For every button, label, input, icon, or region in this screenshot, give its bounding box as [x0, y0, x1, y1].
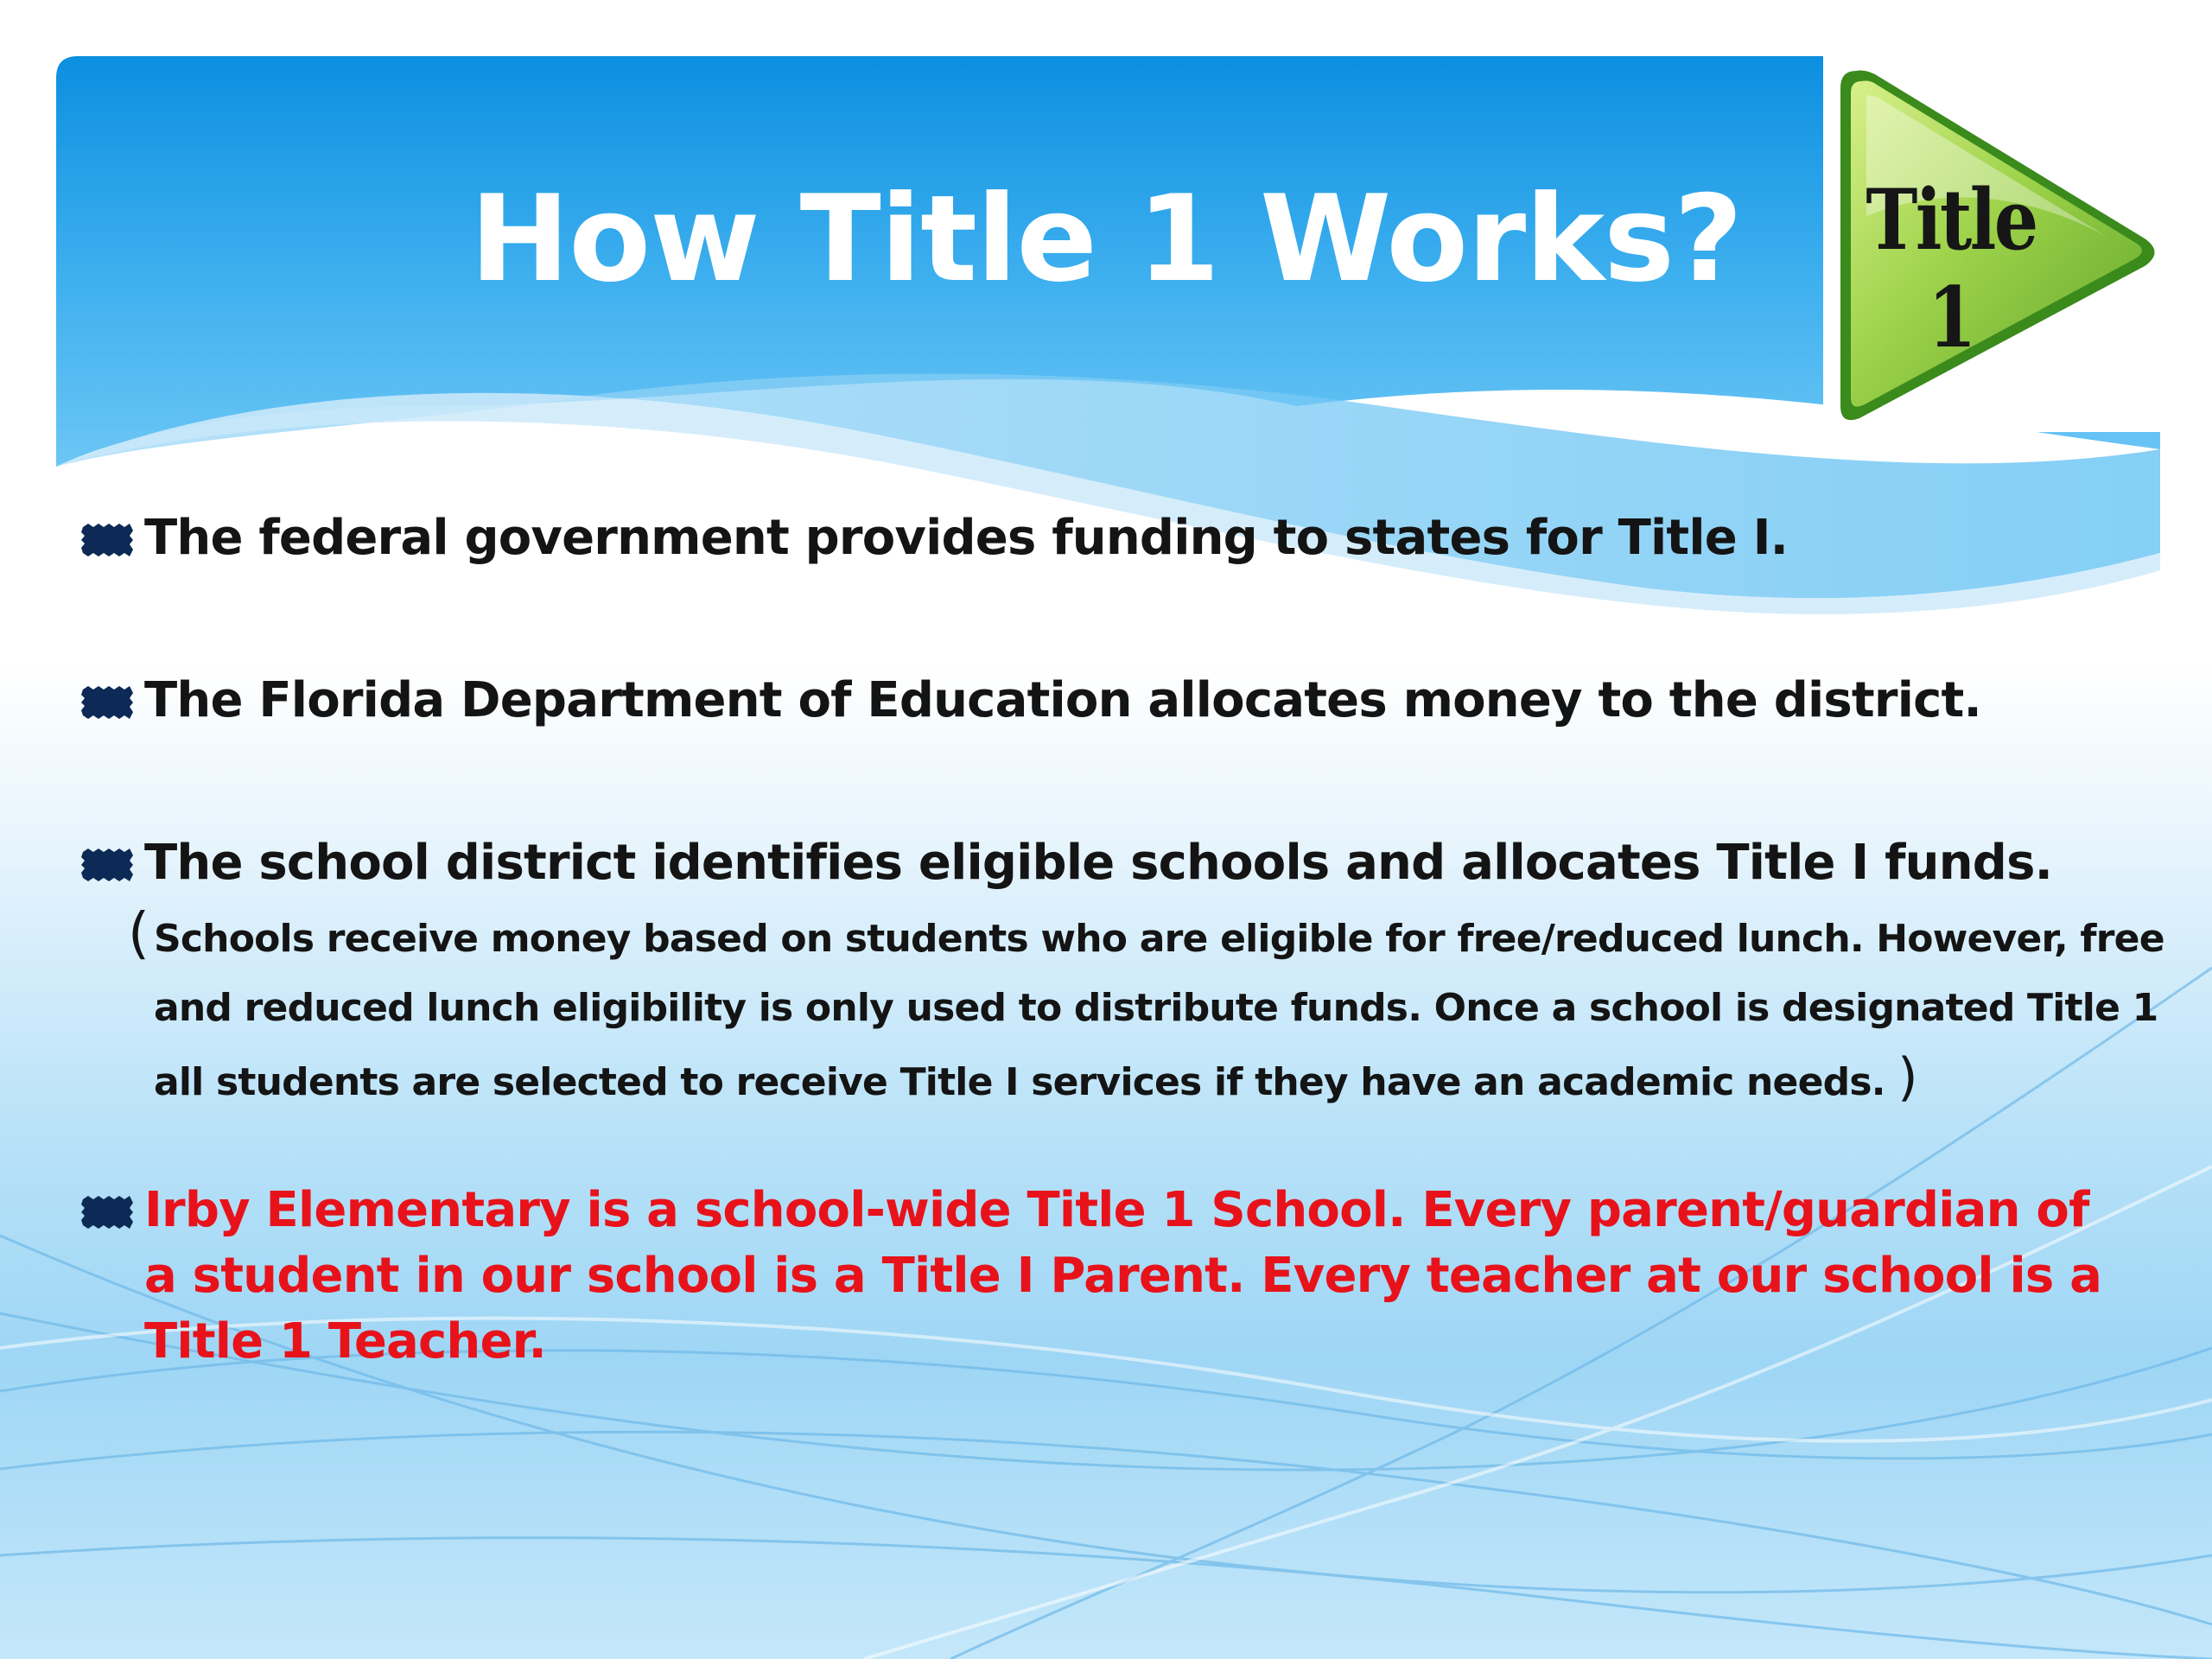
logo-label: Title 1	[1866, 171, 2037, 366]
bullet-text: The federal government provides funding to states for Title I.	[144, 510, 1789, 566]
slide-content	[79, 505, 2171, 1375]
slide-title: How Title 1 Works?	[469, 169, 1743, 308]
bullet-item	[79, 668, 2171, 734]
funding-note	[128, 902, 2210, 1117]
note-close-paren: )	[1897, 1047, 1917, 1108]
bullet-text: The school district identifies eligible schools and allocates Title I funds.	[144, 835, 2053, 891]
note-text: Schools receive money based on students who are eligible for free/reduced lunch. However, free and reduced lunch eligibility is only used to distribute funds. Once a school is designated Title 1 all students are selected to receive Title I services if they have an academic needs.	[154, 917, 2164, 1104]
bullet-icon	[79, 847, 135, 883]
bullet-item	[79, 830, 2171, 896]
bullet-icon	[79, 522, 135, 558]
bullet-item	[79, 505, 2171, 571]
highlight-bullet	[79, 1178, 2132, 1375]
highlight-text: Irby Elementary is a school-wide Title 1 School. Every parent/guardian of a student in our school is a Title I Parent. Every teacher at our school is a Title 1 Teacher.	[144, 1182, 2102, 1370]
note-open-paren: (	[128, 902, 149, 966]
bullet-icon	[79, 1194, 135, 1230]
title-1-logo	[1823, 52, 2164, 432]
bullet-text: The Florida Department of Education allocates money to the district.	[144, 672, 1981, 728]
bullet-icon	[79, 684, 135, 721]
